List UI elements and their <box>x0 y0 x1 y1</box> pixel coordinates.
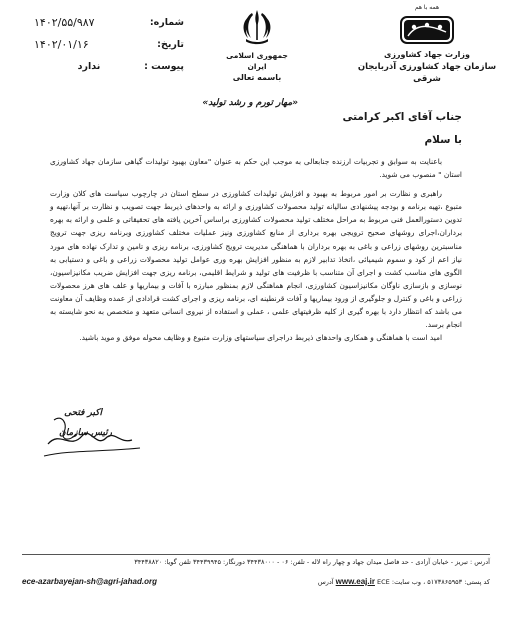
organization-name: سازمان جهاد کشاورزی آذربایجان شرقی <box>357 62 497 84</box>
footer-website[interactable]: www.eaj.ir <box>335 577 375 586</box>
organization-header <box>352 4 502 85</box>
greeting: با سلام <box>424 134 462 146</box>
logo-top-text: همه با هم <box>414 4 440 11</box>
footer-address: آدرس : تبریز - خیابان آزادی - حد فاصل میدان جهاد و چهار راه لاله - تلفن: ۰۶ - ۳۴۴۳۸۰۰۰ دورنگار: ۳۴۴۳۹۹۴۵ تلفن گویا: ۳۴۴۳۸۸۲۰ <box>134 558 490 566</box>
addressee: جناب آقای اکبر کرامتی <box>342 111 462 123</box>
closing-paragraph: امید است با هماهنگی و همکاری واحدهای ذیربط دراجرای سیاستهای وزارت متبوع و وظایف محوله موفق و موید باشید. <box>79 333 442 343</box>
attachment-label: پیوست : <box>144 61 184 72</box>
invocation: باسمه تعالی <box>232 73 282 82</box>
signer-title: رئیس سازمان <box>59 428 112 438</box>
footer-postal-row <box>318 575 490 589</box>
date-label: تاریخ: <box>157 39 184 50</box>
republic-header <box>222 6 292 83</box>
number-row <box>34 12 184 34</box>
iran-emblem-icon <box>236 6 278 48</box>
jahad-logo-icon <box>398 12 456 48</box>
letter-date: ۱۴۰۲/۰۱/۱۶ <box>34 38 89 51</box>
attachment-value: ندارد <box>77 61 101 72</box>
republic-caption: جمهوری اسلامی ایران <box>226 51 288 71</box>
footer-postal: کد پستی: ۵۱۷۳۸۶۵۹۵۳ ، وب سایت: <box>391 578 490 586</box>
year-slogan: «مهار تورم و رشد تولید» <box>202 98 298 108</box>
signer-name: اکبر فتحی <box>64 408 102 418</box>
number-label: شماره: <box>149 17 184 28</box>
footer-email[interactable]: ece-azarbayejan-sh@agri-jahad.org <box>22 577 157 586</box>
letter-body <box>50 155 462 344</box>
footer-divider <box>22 554 490 555</box>
date-row <box>34 34 184 56</box>
ministry-name: وزارت جهاد کشاورزی <box>383 50 470 59</box>
letter-number: ۱۴۰۲/۵۵/۹۸۷ <box>34 16 95 29</box>
footer-contact-row <box>22 575 490 589</box>
intro-paragraph: باعنایت به سوابق و تجربیات ارزنده جنابعالی به موجب این حکم به عنوان "معاون بهبود تولیدات گیاهی سازمان جهاد کشاورزی استان " منصوب می شوید. <box>50 157 462 180</box>
footer <box>22 556 490 589</box>
signature-block <box>40 400 160 470</box>
footer-email-tag: ECE آدرس <box>317 578 390 586</box>
duties-paragraph: راهبری و نظارت بر امور مربوط به بهبود و افزایش تولیدات کشاورزی در سطح استان در چارچوب سیاست های کلان وزارت متبوع ،تهیه برنامه و بودجه پیشنهادی سالیانه تولید محصولات کشاورزی و ارائه به واحدهای ذیربط جهت تصویب و نظارت بر آنها،تهیه و تدوین دستورالعمل فنی مربوط به مراحل مختلف تولید محصولات کشاورزی براساس آخرین یافته های تحقیقاتی و علمی و ارائه به بهره برداران،اجرای روشهای صحیح ترویجی بهره برداری از منابع کشاورزی ونیز عملیات مختلف کشاورزی وبرنامه ریزی جهت ترویج مناسبترین روشهای زراعی و باغی به بهره برداران با هماهنگی مدیریت ترویج کشاورزی، برنامه ریزی و تامین و تدارک نهاده های مورد نیاز اعم از کود و سموم شیمیائی ،اتخاذ تدابیر لازم به منظور افزایش بهره وری عوامل تولید محصولات زراعی و باغی و دستیابی به الگوی های مناسب کشت و اجرای آن متناسب با ظرفیت های تولید و شرایط اقلیمی، برنامه ریزی جهت افزایش ضریب مکانیزاسیون، نوسازی و بازسازی ناوگان مکانیزاسیون کشاورزی، انجام هماهنگی لازم بمنظور مبارزه با آفات و بیماریها و علف های هرز محصولات زراعی و باغی و کنترل و جلوگیری از ورود بیماریها و آفات قرنطینه ای، برنامه ریزی و اجرای کشت قرادادی از عمده وظایف آن معاونت می باشد که انتظار دارد با بهره گیری از کلیه ظرفیتهای علمی ، عملی و استفاده از نیروی انسانی متعهد و متخصص به نحو شایسته به انجام برسد. <box>50 189 462 330</box>
letter-meta <box>34 12 184 78</box>
attachment-row <box>34 56 184 78</box>
